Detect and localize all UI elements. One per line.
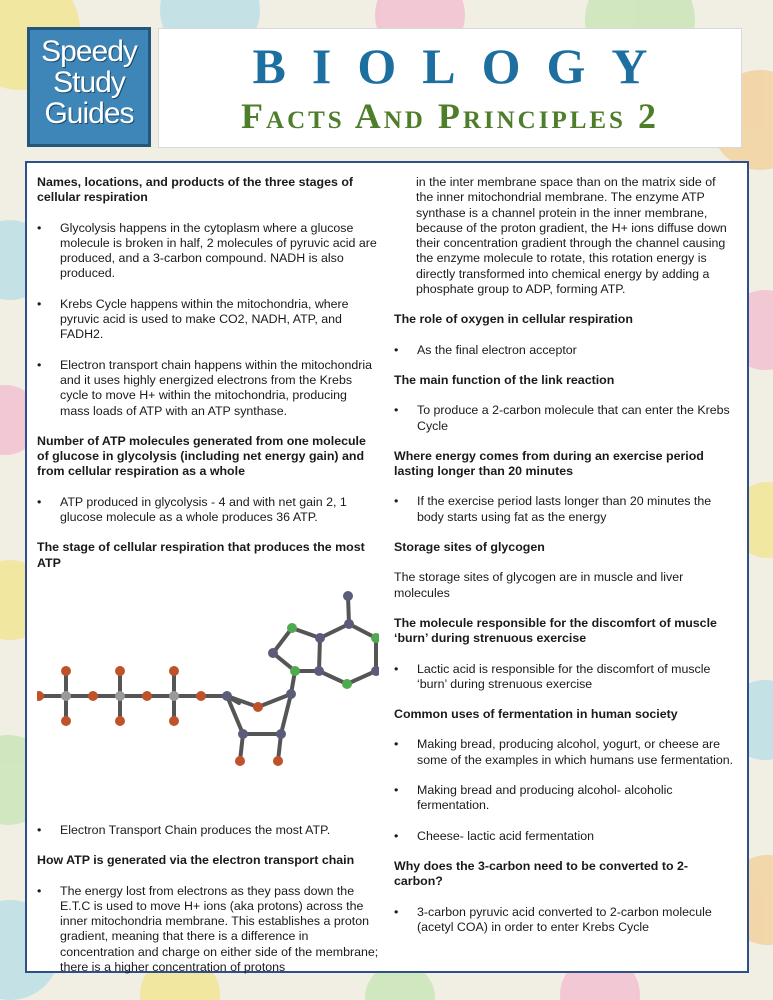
bullet-list: [37, 221, 379, 419]
section-heading: Number of ATP molecules generated from one molecule of glucose in glycolysis (including net energy gain) and from cellular respiration as a whole: [37, 433, 366, 479]
list-item: • Electron Transport Chain produces the most ATP.: [37, 823, 379, 838]
page-title: BIOLOGY: [252, 38, 674, 94]
section-heading: How ATP is generated via the electron transport chain: [37, 853, 355, 868]
bullet-list: [37, 823, 379, 838]
bullet-list: [37, 495, 379, 526]
list-item: • 3-carbon pyruvic acid converted to 2-carbon molecule (acetyl COA) in order to enter Krebs Cycle: [394, 905, 734, 936]
bullet-list: [394, 662, 734, 693]
logo-line-2: Study: [53, 66, 125, 99]
page-subtitle: Facts And Principles 2: [241, 96, 659, 136]
section-heading: Storage sites of glycogen: [394, 540, 545, 555]
section-heading: Common uses of fermentation in human society: [394, 707, 678, 722]
speedy-study-guides-logo: [27, 27, 151, 147]
section-heading: The stage of cellular respiration that produces the most ATP: [37, 540, 365, 570]
bullet-list: [394, 403, 734, 434]
list-item: • Krebs Cycle happens within the mitochondria, where pyruvic acid is used to make CO2, NADH, ATP, and FADH2.: [37, 297, 379, 343]
bullet-list: [394, 737, 734, 843]
section-heading: The molecule responsible for the discomfort of muscle ‘burn’ during strenuous exercise: [394, 615, 717, 646]
list-item: • The energy lost from electrons as they pass down the E.T.C is used to move H+ ions (aka protons) across the inner mitochondria membrane. This establishes a proton gradient, meaning that there is a difference in concentration and charge on either side of the membrane; there is a higher concentration of protons: [37, 884, 379, 976]
paragraph: The storage sites of glycogen are in muscle and liver molecules: [394, 570, 684, 600]
atp-molecule-illustration: [37, 586, 379, 811]
bullet-list: [394, 343, 734, 358]
bullet-list: [394, 905, 734, 936]
list-item: • To produce a 2-carbon molecule that can enter the Krebs Cycle: [394, 403, 734, 434]
list-item: • Making bread and producing alcohol- alcoholic fermentation.: [394, 783, 734, 814]
left-column: [37, 175, 379, 990]
content-panel: [25, 161, 749, 973]
section-heading: The main function of the link reaction: [394, 372, 615, 387]
list-item: • Glycolysis happens in the cytoplasm where a glucose molecule is broken in half, 2 molecules of pyruvic acid are produced, and a 3-carbon compound. NADH is also produced.: [37, 221, 379, 282]
list-item: • As the final electron acceptor: [394, 343, 734, 358]
logo-line-1: Speedy: [41, 35, 137, 68]
bullet-list: [37, 884, 379, 976]
continued-text: in the inter membrane space than on the matrix side of the inner mitochondrial membrane. The enzyme ATP synthase is a channel protein in the inner membrane, because of the proton gradient, the H+ ions diffuse down their concentration gradient through the channel causing the enzyme molecule to rotate, this rotation energy is directly transformed into chemical energy by adding a phosphate group to ADP, forming ATP.: [416, 175, 727, 297]
bullet-list: [394, 494, 734, 525]
list-item: • If the exercise period lasts longer than 20 minutes the body starts using fat as the energy: [394, 494, 734, 525]
section-heading: Names, locations, and products of the three stages of cellular respiration: [37, 175, 354, 205]
logo-line-3: Guides: [44, 97, 134, 130]
title-banner: [158, 28, 742, 148]
list-item: • Electron transport chain happens within the mitochondria and it uses highly energized electrons from the Krebs cycle to move H+ within the mitochondria, producing mass loads of ATP with an ATP synthase.: [37, 358, 379, 419]
list-item: • Cheese- lactic acid fermentation: [394, 829, 734, 844]
list-item: • Making bread, producing alcohol, yogurt, or cheese are some of the examples in which humans use fermentation.: [394, 737, 734, 768]
section-heading: Where energy comes from during an exercise period lasting longer than 20 minutes: [394, 448, 704, 479]
section-heading: Why does the 3-carbon need to be converted to 2-carbon?: [394, 858, 688, 889]
right-column: [394, 175, 734, 950]
list-item: • Lactic acid is responsible for the discomfort of muscle ‘burn’ during strenuous exercise: [394, 662, 734, 693]
list-item: • ATP produced in glycolysis - 4 and with net gain 2, 1 glucose molecule as a whole produces 36 ATP.: [37, 495, 379, 526]
section-heading: The role of oxygen in cellular respiration: [394, 312, 633, 327]
